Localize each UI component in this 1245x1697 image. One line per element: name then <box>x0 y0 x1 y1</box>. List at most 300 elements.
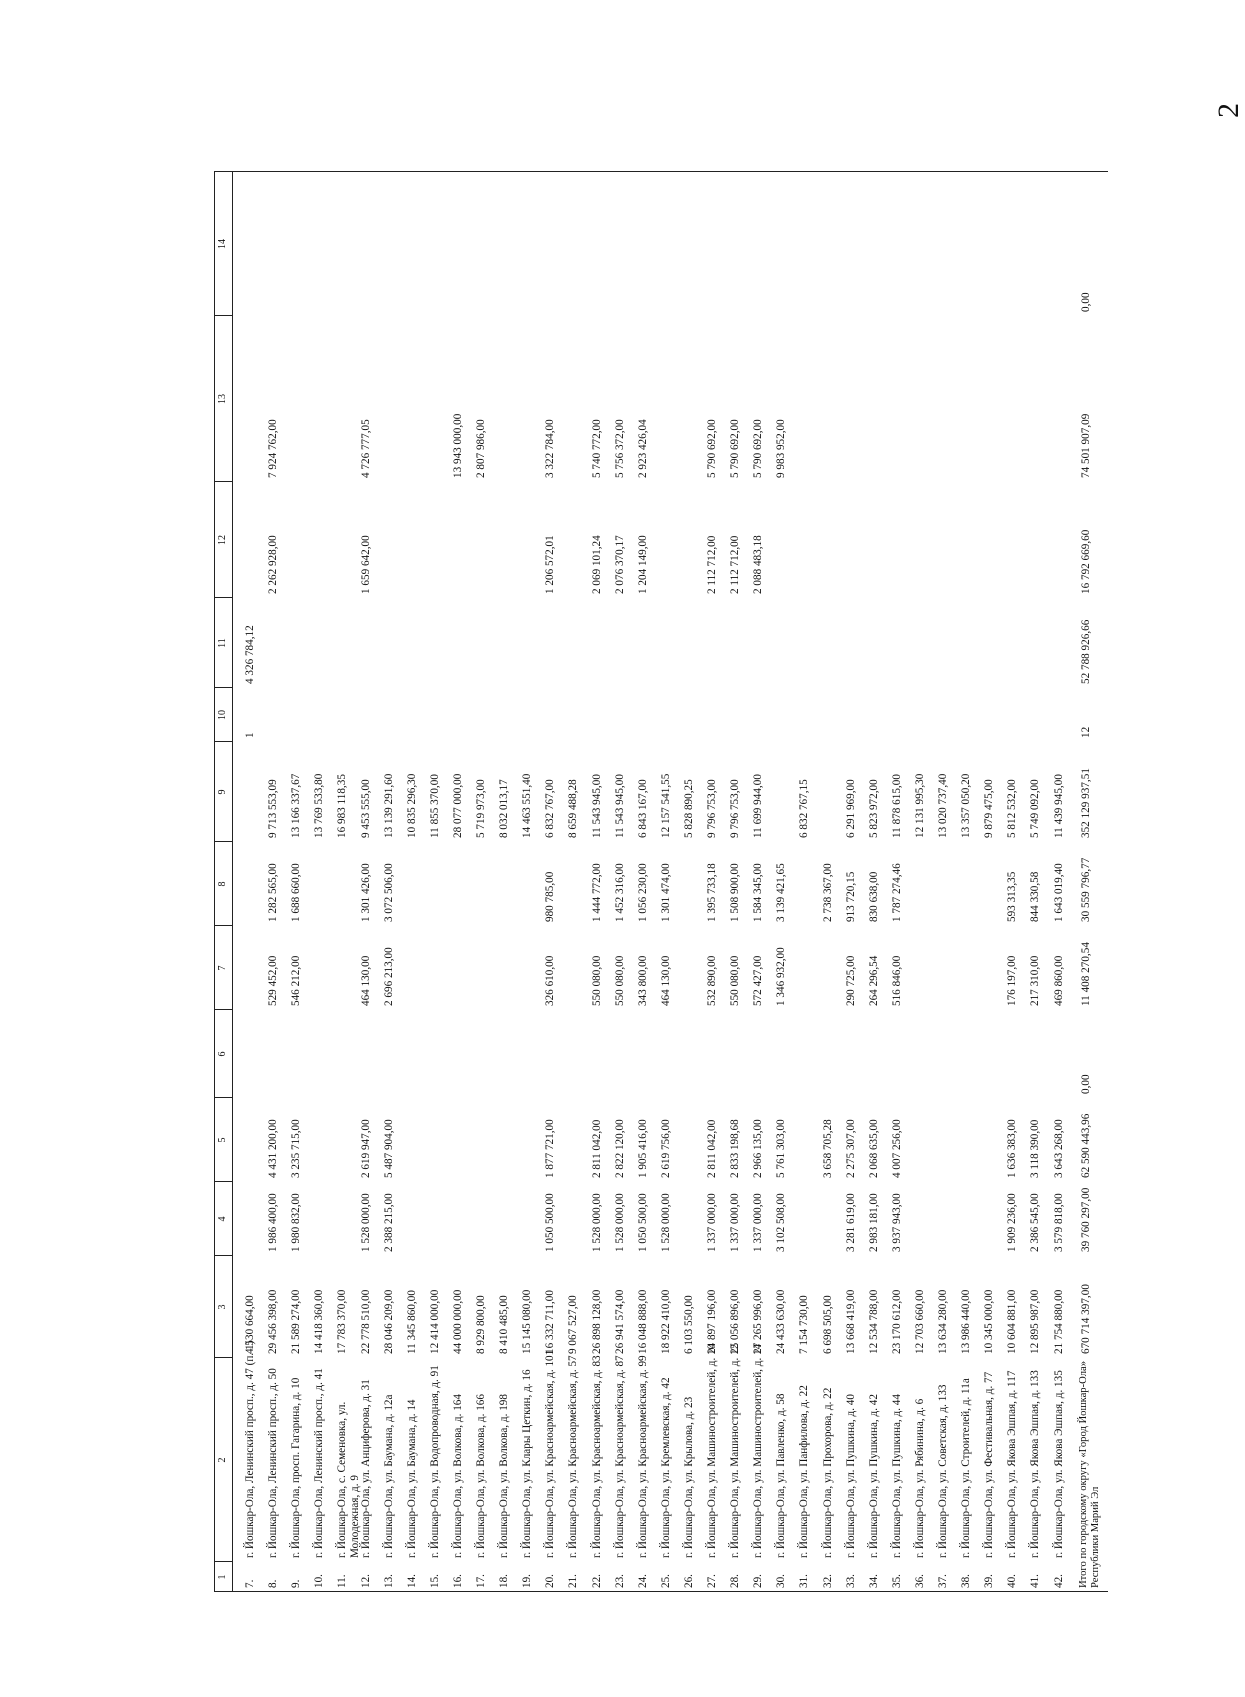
value-c8: 1 282 565,00 <box>267 863 280 922</box>
value-c9: 5 812 532,00 <box>1006 779 1019 838</box>
address-cell: г. Йошкар-Ола, ул. Баумана, д. 14 <box>405 1399 418 1558</box>
value-c5: 2 068 635,00 <box>867 1119 880 1178</box>
value-c8: 1 787 274,46 <box>890 863 903 922</box>
value-c12: 2 069 101,24 <box>590 535 603 594</box>
address-cell: г. Йошкар-Ола, ул. Красноармейская, д. 87 <box>613 1355 626 1558</box>
value-c7: 217 310,00 <box>1029 955 1042 1006</box>
row-number: 7. <box>244 1579 256 1588</box>
value-c3: 9 067 527,00 <box>567 1295 580 1354</box>
address-cell: г. Йошкар-Ола, ул. Водопроводная, д. 91 <box>428 1365 441 1558</box>
column-number-header: 9 <box>217 789 228 795</box>
value-c5: 2 275 307,00 <box>844 1119 857 1178</box>
value-c7: 529 452,00 <box>267 955 280 1006</box>
address-cell: г. Йошкар-Ола, ул. Кремлевская, д. 42 <box>659 1377 672 1558</box>
value-c3: 29 456 398,00 <box>267 1289 280 1354</box>
value-c3: 27 265 996,00 <box>752 1289 765 1354</box>
value-c5: 2 966 135,00 <box>752 1119 765 1178</box>
row-number: 14. <box>405 1574 418 1588</box>
value-c8: 1 508 900,00 <box>729 863 742 922</box>
value-c12: 1 204 149,00 <box>636 535 649 594</box>
table-row <box>429 108 452 1592</box>
value-c13: 9 983 952,00 <box>775 419 788 478</box>
table-row <box>498 108 521 1592</box>
value-c3: 17 783 370,00 <box>336 1289 349 1354</box>
address-cell: г. Йошкар-Ола, ул. Якова Эшпая, д. 117 <box>1006 1370 1019 1558</box>
row-number: 40. <box>1006 1574 1019 1588</box>
value-c8: 980 785,00 <box>544 871 557 922</box>
value-c9: 11 878 615,00 <box>890 774 903 838</box>
value-c9: 12 131 995,30 <box>913 773 926 838</box>
value-c9: 10 835 296,30 <box>405 773 418 838</box>
column-number-header: 8 <box>217 881 228 887</box>
address-cell: г. Йошкар-Ола, ул. Пушкина, д. 42 <box>867 1394 880 1558</box>
address-cell: г. Йошкар-Ола, просп. Гагарина, д. 10 <box>290 1377 303 1558</box>
value-c8: 3 072 506,00 <box>382 863 395 922</box>
value-c3: 8 410 485,00 <box>498 1295 511 1354</box>
value-c9: 13 357 050,20 <box>960 773 973 838</box>
value-c4: 2 983 181,00 <box>867 1193 880 1252</box>
table-row <box>290 108 313 1592</box>
address-cell: г. Йошкар-Ола, ул. Якова Эшпая, д. 133 <box>1029 1370 1042 1558</box>
value-c5: 2 811 042,00 <box>706 1119 718 1178</box>
table-row <box>614 108 637 1592</box>
value-c4: 3 102 508,00 <box>775 1193 788 1252</box>
value-c9: 6 843 167,00 <box>636 779 649 838</box>
row-number: 24. <box>636 1574 649 1588</box>
column-number-header: 1 <box>217 1574 228 1580</box>
total-c7: 11 408 270,54 <box>1079 942 1092 1006</box>
address-cell: г. Йошкар-Ола, Ленинский просп., д. 41 <box>313 1368 326 1558</box>
value-c3: 24 433 630,00 <box>775 1289 788 1354</box>
value-c3: 26 941 574,00 <box>613 1289 626 1354</box>
value-c3: 16 332 711,00 <box>544 1290 557 1354</box>
value-c7: 532 890,00 <box>706 955 718 1006</box>
value-c9: 11 439 945,00 <box>1052 774 1065 838</box>
value-c8: 844 330,58 <box>1029 871 1042 922</box>
value-c4: 1 986 400,00 <box>267 1193 280 1252</box>
value-c9: 9 796 753,00 <box>729 779 742 838</box>
value-c3: 13 986 440,00 <box>960 1289 973 1354</box>
table-row <box>706 108 729 1592</box>
value-c9: 13 166 337,67 <box>290 773 303 838</box>
table-row <box>660 108 683 1592</box>
table-row <box>360 108 383 1592</box>
value-c3: 10 604 881,00 <box>1006 1289 1019 1354</box>
address-cell: г. Йошкар-Ола, ул. Строителей, д. 11а <box>960 1378 973 1558</box>
value-c7: 516 846,00 <box>890 955 903 1006</box>
row-number: 33. <box>844 1574 857 1588</box>
value-c12: 2 112 712,00 <box>729 535 742 594</box>
value-c3: 8 929 800,00 <box>475 1295 487 1354</box>
value-c5: 3 643 268,00 <box>1052 1119 1065 1178</box>
table-row <box>752 108 775 1592</box>
value-c9: 9 796 753,00 <box>706 779 718 838</box>
row-number: 42. <box>1052 1574 1065 1588</box>
address-cell: г. Йошкар-Ола, ул. Красноармейская, д. 101 <box>544 1349 557 1558</box>
table-row <box>960 108 983 1592</box>
value-c13: 4 726 777,05 <box>359 419 372 478</box>
page-number: 2 <box>1212 103 1245 118</box>
value-c4: 1 050 500,00 <box>544 1193 557 1252</box>
value-c4: 1 980 832,00 <box>290 1193 303 1252</box>
value-c9: 5 823 972,00 <box>867 779 880 838</box>
table-row <box>683 108 706 1592</box>
value-c3: 12 703 660,00 <box>913 1289 926 1354</box>
value-c7: 2 696 213,00 <box>382 947 395 1006</box>
value-c5: 1 905 416,00 <box>636 1119 649 1178</box>
value-c13: 5 790 692,00 <box>706 419 718 478</box>
value-c9: 13 769 533,80 <box>313 773 326 838</box>
value-c12: 2 076 370,17 <box>613 535 626 594</box>
value-c13: 5 790 692,00 <box>752 419 765 478</box>
table-row <box>845 108 868 1592</box>
table-row <box>244 108 267 1592</box>
row-number: 35. <box>890 1574 903 1588</box>
value-c8: 1 688 660,00 <box>290 863 303 922</box>
value-c9: 9 879 475,00 <box>983 779 996 838</box>
value-c4: 1 909 236,00 <box>1006 1193 1019 1252</box>
address-cell: г. Йошкар-Ола, ул. Красноармейская, д. 57 <box>567 1355 580 1558</box>
address-cell: г. Йошкар-Ола, Ленинский просп., д. 50 <box>267 1368 280 1558</box>
address-cell: г. Йошкар-Ола, ул. Якова Эшпая, д. 135 <box>1052 1370 1065 1558</box>
value-c7: 290 725,00 <box>844 955 857 1006</box>
value-c8: 1 444 772,00 <box>590 863 603 922</box>
value-c3: 10 345 000,00 <box>983 1289 996 1354</box>
value-c5: 2 833 198,68 <box>729 1119 742 1178</box>
column-number-header: 3 <box>217 1304 228 1310</box>
value-c3: 13 634 280,00 <box>937 1289 949 1354</box>
row-number: 20. <box>544 1574 557 1588</box>
value-c4: 1 528 000,00 <box>613 1193 626 1252</box>
value-c8: 1 584 345,00 <box>752 863 765 922</box>
table-row <box>475 108 498 1592</box>
row-number: 30. <box>775 1574 788 1588</box>
address-cell: г. Йошкар-Ола, ул. Фестивальная, д. 77 <box>983 1371 996 1558</box>
value-c5: 2 619 756,00 <box>659 1119 672 1178</box>
value-c8: 3 139 421,65 <box>775 863 788 922</box>
value-c8: 1 056 230,00 <box>636 863 649 922</box>
address-cell: г. Йошкар-Ола, ул. Рябинина, д. 6 <box>913 1398 926 1558</box>
address-cell: г. Йошкар-Ола, ул. Красноармейская, д. 99 <box>636 1355 649 1558</box>
address-cell: г. Йошкар-Ола, ул. Крылова, д. 23 <box>682 1396 695 1558</box>
row-number: 38. <box>960 1574 973 1588</box>
total-c6: 0,00 <box>1079 1074 1092 1094</box>
value-c9: 9 713 553,09 <box>267 779 280 838</box>
total-c10: 12 <box>1079 726 1092 738</box>
table-row <box>729 108 752 1592</box>
value-c9: 28 077 000,00 <box>451 773 464 838</box>
row-number: 9. <box>290 1579 303 1588</box>
value-c8: 2 738 367,00 <box>821 863 834 922</box>
row-number: 34. <box>867 1574 880 1588</box>
value-c3: 18 922 410,00 <box>659 1289 672 1354</box>
total-c4: 39 760 297,00 <box>1079 1187 1092 1252</box>
row-number: 19. <box>521 1574 534 1588</box>
value-c4: 3 937 943,00 <box>890 1193 903 1252</box>
row-number: 36. <box>913 1574 926 1588</box>
value-c13: 3 322 784,00 <box>544 419 557 478</box>
address-cell: г. Йошкар-Ола, ул. Машиностроителей, д. 10 <box>706 1343 718 1558</box>
value-c13: 5 740 772,00 <box>590 419 603 478</box>
table-row <box>822 108 845 1592</box>
row-number: 25. <box>659 1574 672 1588</box>
table-row <box>914 108 937 1592</box>
value-c8: 1 301 474,00 <box>659 863 672 922</box>
table-row <box>313 108 336 1592</box>
value-c9: 11 855 370,00 <box>428 774 441 838</box>
value-c5: 2 619 947,00 <box>359 1119 372 1178</box>
value-c13: 2 923 426,04 <box>636 419 649 478</box>
value-c4: 1 050 500,00 <box>636 1193 649 1252</box>
row-number: 26. <box>682 1574 695 1588</box>
table-row <box>937 108 960 1592</box>
table-row <box>267 108 290 1592</box>
value-c9: 11 699 944,00 <box>752 774 765 838</box>
value-c3: 15 145 080,00 <box>521 1289 534 1354</box>
value-c7: 464 130,00 <box>359 955 372 1006</box>
value-c7: 264 296,54 <box>867 955 880 1006</box>
value-c9: 13 020 737,40 <box>937 773 949 838</box>
table-row <box>868 108 891 1592</box>
total-c9: 352 129 937,51 <box>1079 768 1092 838</box>
value-c9: 6 291 969,00 <box>844 779 857 838</box>
total-c5: 62 590 443,96 <box>1079 1113 1092 1178</box>
row-number: 16. <box>451 1574 464 1588</box>
total-c3: 670 714 397,00 <box>1079 1284 1092 1354</box>
value-c9: 14 463 551,40 <box>521 773 534 838</box>
address-cell: г. Йошкар-Ола, ул. Анциферова, д. 31 <box>359 1379 372 1558</box>
table-row <box>452 108 475 1592</box>
column-number-header: 12 <box>217 535 228 545</box>
value-c9: 6 832 767,15 <box>798 779 811 838</box>
address-cell: г. Йошкар-Ола, ул. Машиностроителей, д. 14 <box>752 1343 765 1558</box>
value-c4: 1 528 000,00 <box>659 1193 672 1252</box>
table-row <box>775 108 798 1592</box>
value-c3: 7 154 730,00 <box>798 1295 811 1354</box>
value-c5: 3 235 715,00 <box>290 1119 303 1178</box>
value-c5: 5 487 904,00 <box>382 1119 395 1178</box>
value-c12: 1 206 572,01 <box>544 535 557 594</box>
table-row <box>591 108 614 1592</box>
column-number-header: 5 <box>217 1137 228 1143</box>
value-c8: 1 395 733,18 <box>706 863 718 922</box>
address-cell: г. Йошкар-Ола, ул. Волкова, д. 166 <box>475 1394 487 1558</box>
value-c5: 4 007 256,00 <box>890 1119 903 1178</box>
row-number: 31. <box>798 1574 811 1588</box>
value-c9: 5 719 973,00 <box>475 779 487 838</box>
table-row <box>544 108 567 1592</box>
column-number-header: 13 <box>217 394 228 404</box>
value-c4: 1 528 000,00 <box>359 1193 372 1252</box>
value-c3: 21 589 274,00 <box>290 1289 303 1354</box>
value-c5: 5 761 303,00 <box>775 1119 788 1178</box>
column-number-header: 2 <box>217 1457 228 1463</box>
value-c8: 1 301 426,00 <box>359 863 372 922</box>
header-rule <box>232 172 233 1592</box>
row-number: 39. <box>983 1574 996 1588</box>
total-c13: 74 501 907,09 <box>1079 413 1092 478</box>
address-cell: г. Йошкар-Ола, ул. Волкова, д. 164 <box>451 1394 464 1558</box>
value-c13: 5 790 692,00 <box>729 419 742 478</box>
value-c3: 22 778 510,00 <box>359 1289 372 1354</box>
value-c7: 343 800,00 <box>636 955 649 1006</box>
address-cell: г. Йошкар-Ола, ул. Клары Цеткин, д. 16 <box>521 1369 534 1558</box>
value-c7: 546 212,00 <box>290 955 303 1006</box>
total-c14: 0,00 <box>1079 292 1092 312</box>
value-c7: 464 130,00 <box>659 955 672 1006</box>
address-cell: г. Йошкар-Ола, ул. Пушкина, д. 44 <box>890 1394 903 1558</box>
value-c4: 1 337 000,00 <box>752 1193 765 1252</box>
value-c10: 1 <box>244 732 256 738</box>
value-c9: 8 659 488,28 <box>567 779 580 838</box>
column-number-header: 11 <box>217 638 228 648</box>
row-number: 41. <box>1029 1574 1042 1588</box>
address-cell: г. Йошкар-Ола, ул. Советская, д. 133 <box>937 1384 949 1558</box>
address-cell: г. Йошкар-Ола, с. Семеновка, ул. Молодежная, д. 9 <box>336 1401 361 1558</box>
value-c3: 12 534 788,00 <box>867 1289 880 1354</box>
value-c9: 11 543 945,00 <box>590 774 603 838</box>
value-c5: 2 822 120,00 <box>613 1119 626 1178</box>
value-c9: 5 749 092,00 <box>1029 779 1042 838</box>
column-number-header: 14 <box>217 239 228 249</box>
row-number: 13. <box>382 1574 395 1588</box>
address-cell: г. Йошкар-Ола, ул. Пушкина, д. 40 <box>844 1394 857 1558</box>
table-row <box>336 108 362 1592</box>
table-row <box>637 108 660 1592</box>
total-label: Итого по городскому округу «Город Йошкар-Ола» Республики Марий Эл <box>1077 1360 1102 1588</box>
value-c3: 6 698 505,00 <box>821 1295 834 1354</box>
value-c3: 11 345 860,00 <box>405 1290 418 1354</box>
value-c3: 16 048 888,00 <box>636 1289 649 1354</box>
value-c8: 1 643 019,40 <box>1052 863 1065 922</box>
value-c7: 572 427,00 <box>752 955 765 1006</box>
value-c5: 1 636 383,00 <box>1006 1119 1019 1178</box>
value-c9: 9 453 555,00 <box>359 779 372 838</box>
row-number: 21. <box>567 1574 580 1588</box>
value-c5: 1 877 721,00 <box>544 1119 557 1178</box>
column-number-header: 7 <box>217 965 228 971</box>
value-c7: 176 197,00 <box>1006 955 1019 1006</box>
value-c13: 2 807 986,00 <box>475 419 487 478</box>
total-c8: 30 559 796,77 <box>1079 857 1092 922</box>
value-c3: 28 046 209,00 <box>382 1289 395 1354</box>
table-row <box>1053 108 1076 1592</box>
value-c7: 550 080,00 <box>613 955 626 1006</box>
value-c4: 2 386 545,00 <box>1029 1193 1042 1252</box>
row-number: 32. <box>821 1574 834 1588</box>
value-c11: 4 326 784,12 <box>244 625 256 684</box>
table-row <box>891 108 914 1592</box>
row-number: 18. <box>498 1574 511 1588</box>
address-cell: г. Йошкар-Ола, ул. Баумана, д. 12а <box>382 1394 395 1558</box>
address-cell: г. Йошкар-Ола, ул. Прохорова, д. 22 <box>821 1387 834 1558</box>
row-number: 11. <box>336 1574 349 1588</box>
address-cell: г. Йошкар-Ола, ул. Павленко, д. 58 <box>775 1393 788 1558</box>
value-c4: 3 579 818,00 <box>1052 1193 1065 1252</box>
total-row <box>1078 108 1108 1592</box>
value-c3: 44 000 000,00 <box>451 1289 464 1354</box>
value-c8: 830 638,00 <box>867 871 880 922</box>
value-c8: 1 452 316,00 <box>613 863 626 922</box>
header-rule <box>214 172 215 1592</box>
row-number: 12. <box>359 1574 372 1588</box>
value-c3: 4 530 664,00 <box>244 1295 256 1354</box>
table-row <box>521 108 544 1592</box>
row-number: 37. <box>937 1574 949 1588</box>
table-row <box>983 108 1006 1592</box>
row-number: 27. <box>706 1574 718 1588</box>
value-c5: 4 431 200,00 <box>267 1119 280 1178</box>
value-c4: 3 281 619,00 <box>844 1193 857 1252</box>
row-number: 15. <box>428 1574 441 1588</box>
column-number-header: 10 <box>217 710 228 720</box>
value-c8: 913 720,15 <box>844 871 857 922</box>
address-cell: г. Йошкар-Ола, ул. Волкова, д. 198 <box>498 1394 511 1558</box>
value-c9: 11 543 945,00 <box>613 774 626 838</box>
value-c3: 25 056 896,00 <box>729 1289 742 1354</box>
value-c12: 2 112 712,00 <box>706 535 718 594</box>
value-c9: 6 832 767,00 <box>544 779 557 838</box>
value-c3: 21 754 880,00 <box>1052 1289 1065 1354</box>
table-row <box>1029 108 1052 1592</box>
value-c12: 2 262 928,00 <box>267 535 280 594</box>
value-c3: 6 103 550,00 <box>682 1295 695 1354</box>
row-number: 8. <box>267 1579 280 1588</box>
value-c13: 13 943 000,00 <box>451 413 464 478</box>
value-c7: 550 080,00 <box>729 955 742 1006</box>
value-c9: 13 139 291,60 <box>382 773 395 838</box>
value-c3: 12 414 000,00 <box>428 1289 441 1354</box>
value-c12: 2 088 483,18 <box>752 535 765 594</box>
row-number: 28. <box>729 1574 742 1588</box>
address-cell: г. Йошкар-Ола, ул. Панфилова, д. 22 <box>798 1385 811 1558</box>
column-number-header: 4 <box>217 1216 228 1222</box>
value-c9: 12 157 541,55 <box>659 773 672 838</box>
value-c4: 1 528 000,00 <box>590 1193 603 1252</box>
value-c5: 3 118 390,00 <box>1029 1119 1042 1178</box>
value-c4: 1 337 000,00 <box>706 1193 718 1252</box>
value-c7: 326 610,00 <box>544 955 557 1006</box>
value-c3: 13 668 419,00 <box>844 1289 857 1354</box>
value-c5: 2 811 042,00 <box>590 1119 603 1178</box>
value-c3: 12 895 987,00 <box>1029 1289 1042 1354</box>
value-c13: 7 924 762,00 <box>267 419 280 478</box>
address-cell: г. Йошкар-Ола, ул. Машиностроителей, д. 12 <box>729 1343 742 1558</box>
value-c3: 24 897 196,00 <box>706 1289 718 1354</box>
value-c9: 8 032 013,17 <box>498 779 511 838</box>
value-c13: 5 756 372,00 <box>613 419 626 478</box>
budget-table <box>214 108 1102 1592</box>
value-c9: 16 983 118,35 <box>336 774 349 838</box>
total-c11: 52 788 926,66 <box>1079 619 1092 684</box>
value-c3: 26 898 128,00 <box>590 1289 603 1354</box>
row-number: 22. <box>590 1574 603 1588</box>
value-c8: 593 313,35 <box>1006 871 1019 922</box>
column-number-header: 6 <box>217 1051 228 1057</box>
rotated-table-sheet <box>214 108 1102 1592</box>
row-number: 17. <box>475 1574 487 1588</box>
value-c7: 1 346 932,00 <box>775 947 788 1006</box>
table-row <box>383 108 406 1592</box>
value-c4: 2 388 215,00 <box>382 1193 395 1252</box>
table-row <box>798 108 821 1592</box>
table-row <box>1006 108 1029 1592</box>
value-c5: 3 658 705,28 <box>821 1119 834 1178</box>
value-c12: 1 659 642,00 <box>359 535 372 594</box>
table-row <box>567 108 590 1592</box>
value-c3: 14 418 360,00 <box>313 1289 326 1354</box>
total-c12: 16 792 669,60 <box>1079 529 1092 594</box>
